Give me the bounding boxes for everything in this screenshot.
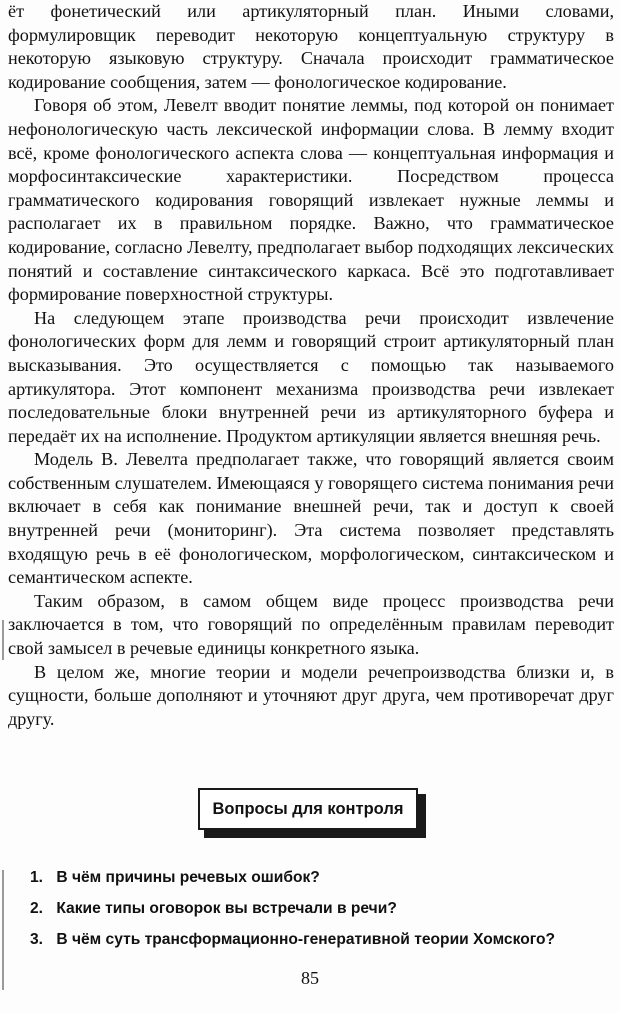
question-item (30, 928, 616, 959)
questions-list (30, 866, 616, 959)
question-number: 1. (30, 869, 44, 886)
section-heading-box (198, 788, 426, 838)
paragraph: Говоря об этом, Левелт вводит понятие леммы, под которой он понимает нефонологическую часть лексической информации слова. В лемму входит всё, кроме фонологического аспекта слова — концептуальная информация и морфосинтаксические характеристики. Посредством процесса грамматического кодирования говорящий извлекает нужные леммы и располагает их в правильном порядке. Важно, что грамматическое кодирование, согласно Левелту, предполагает выбор подходящих лексических понятий и составление синтаксического каркаса. Всё это подготавливает формирование поверхностной структуры. (8, 95, 614, 305)
question-text: Какие типы оговорок вы встречали в речи? (56, 900, 397, 917)
question-text: В чём причины речевых ошибок? (56, 869, 320, 886)
paragraph: Таким образом, в самом общем виде процесс производства речи заключается в том, что говорящий по определённым правилам переводит свой замысел в речевые единицы конкретного языка. (8, 590, 614, 659)
paragraph: ёт фонетический или артикуляторный план. Иными словами, формулировщик переводит некоторую концептуальную структуру в некоторую языковую структуру. Сначала происходит грамматическое кодирование сообщения, затем — фонологическое кодирование. (8, 1, 614, 92)
body-text (8, 0, 614, 731)
question-item (30, 897, 616, 928)
section-heading: Вопросы для контроля (198, 788, 418, 830)
page-number: 85 (301, 968, 319, 988)
paragraph: Модель В. Левелта предполагает также, что говорящий является своим собственным слушателем. Имеющаяся у говорящего система понимания речи включает в себя как понимание внешней речи, так и доступ к своей внутренней речи (мониторинг). Эта система позволяет представлять входящую речь в её фонологическом, морфологическом, синтаксическом и семантическом аспекте. (8, 449, 614, 588)
paragraph: В целом же, многие теории и модели речепроизводства близки и, в сущности, больше дополняют и уточняют друг друга, чем противоречат друг другу. (8, 661, 614, 729)
question-number: 3. (30, 931, 44, 948)
scan-edge-mark (2, 620, 4, 660)
question-item (30, 866, 616, 897)
paragraph: На следующем этапе производства речи происходит извлечение фонологических форм для лемм и говорящий строит артикуляторный план высказывания. Это осуществляется с помощью так называемого артикулятора. Этот компонент механизма производства речи извлекает последовательные блоки внутренней речи из артикуляторного буфера и передаёт их на исполнение. Продуктом артикуляции является внешняя речь. (8, 307, 614, 446)
question-text: В чём суть трансформационно-генеративной теории Хомского? (56, 931, 556, 948)
question-number: 2. (30, 900, 44, 917)
